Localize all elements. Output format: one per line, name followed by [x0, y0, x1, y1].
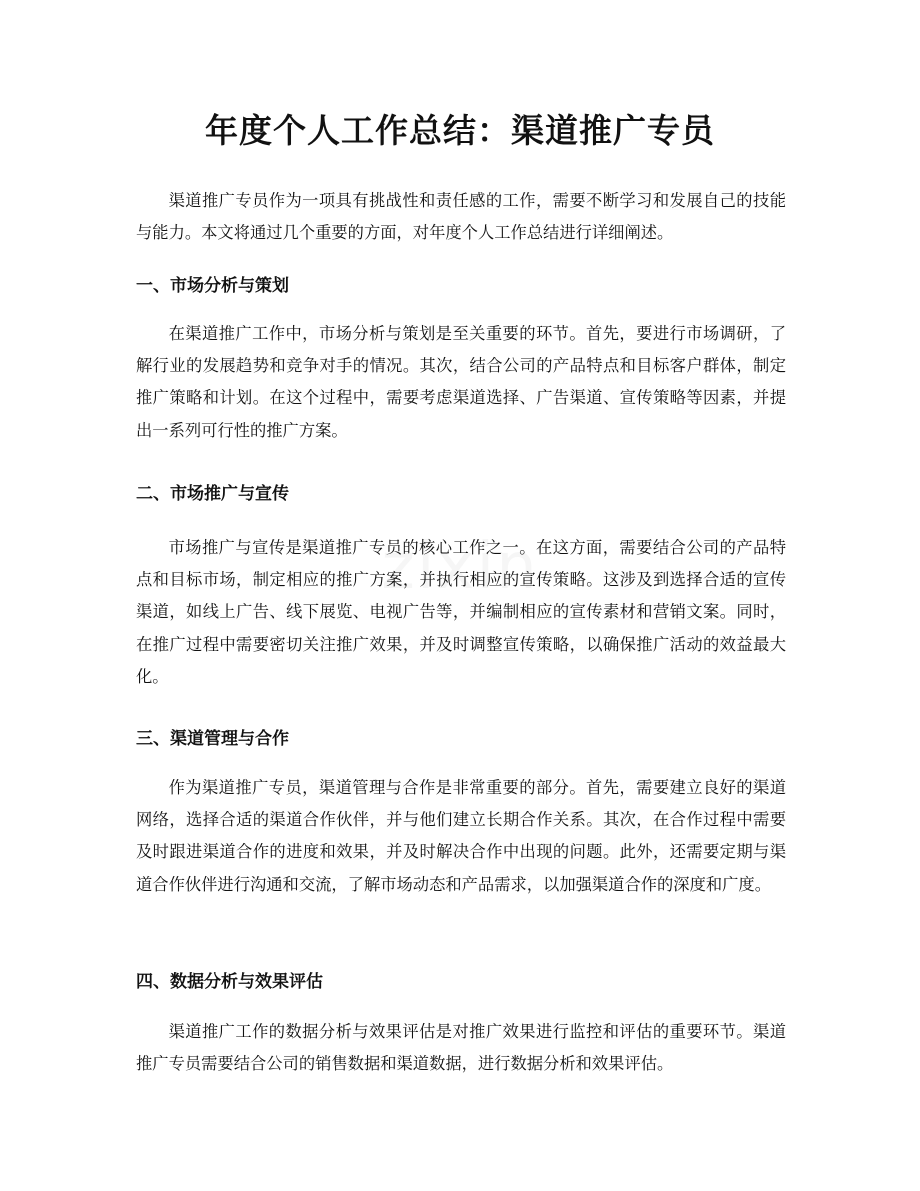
section-heading-3: 三、渠道管理与合作: [136, 729, 289, 749]
page-title: 年度个人工作总结：渠道推广专员: [205, 111, 715, 150]
section-heading-4: 四、数据分析与效果评估: [136, 972, 323, 992]
section-body-2: 市场推广与宣传是渠道推广专员的核心工作之一。在这方面，需要结合公司的产品特点和目标市场，制定相应的推广方案，并执行相应的宣传策略。这涉及到选择合适的宣传渠道，如线上广告、线下展览、电视广告等，并编制相应的宣传素材和营销文案。同时，在推广过程中需要密切关注推广效果，并及时调整宣传策略，以确保推广活动的效益最大化。: [136, 538, 786, 686]
section-body-3: 作为渠道推广专员，渠道管理与合作是非常重要的部分。首先，需要建立良好的渠道网络，选择合适的渠道合作伙伴，并与他们建立长期合作关系。其次，在合作过程中需要及时跟进渠道合作的进度和效果，并及时解决合作中出现的问题。此外，还需要定期与渠道合作伙伴进行沟通和交流，了解市场动态和产品需求，以加强渠道合作的深度和广度。: [136, 778, 786, 894]
section-heading-1: 一、市场分析与策划: [136, 276, 289, 296]
section-heading-2: 二、市场推广与宣传: [136, 484, 289, 504]
section-body-1: 在渠道推广工作中，市场分析与策划是至关重要的环节。首先，要进行市场调研，了解行业的发展趋势和竞争对手的情况。其次，结合公司的产品特点和目标客户群体，制定推广策略和计划。在这个过程中，需要考虑渠道选择、广告渠道、宣传策略等因素，并提出一系列可行性的推广方案。: [136, 324, 786, 440]
intro-paragraph: 渠道推广专员作为一项具有挑战性和责任感的工作，需要不断学习和发展自己的技能与能力。本文将通过几个重要的方面，对年度个人工作总结进行详细阐述。: [136, 191, 786, 243]
section-body-4: 渠道推广工作的数据分析与效果评估是对推广效果进行监控和评估的重要环节。渠道推广专员需要结合公司的销售数据和渠道数据，进行数据分析和效果评估。: [136, 1022, 786, 1074]
